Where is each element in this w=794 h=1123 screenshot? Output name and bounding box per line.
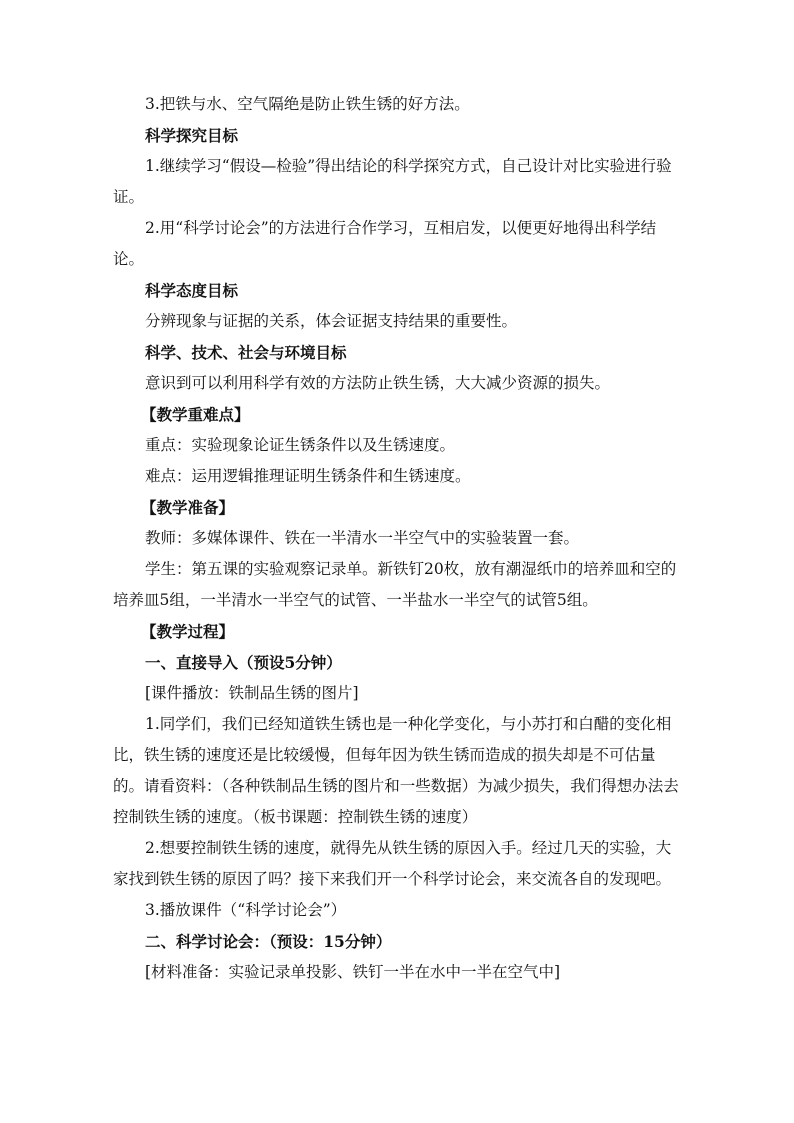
paragraph: 2.想要控制铁生锈的速度，就得先从铁生锈的原因入手。经过几天的实验，大家找到铁生锈的原因了吗？接下来我们开一个科学讨论会，来交流各自的发现吧。 bbox=[113, 839, 672, 888]
section-heading: 二、科学讨论会：（预设：15分钟） bbox=[145, 932, 392, 951]
paragraph: 重点：实验现象论证生锈条件以及生锈速度。 bbox=[145, 436, 456, 454]
paragraph: 3.播放课件（“科学讨论会”） bbox=[145, 901, 347, 919]
paragraph: 教师：多媒体课件、铁在一半清水一半空气中的实验装置一套。 bbox=[145, 529, 580, 547]
section-heading: 一、直接导入（预设5分钟） bbox=[145, 653, 342, 672]
section-heading: 科学、技术、社会与环境目标 bbox=[145, 343, 347, 362]
section-heading: 【教学重难点】 bbox=[141, 405, 250, 424]
section-heading: 【教学准备】 bbox=[141, 498, 235, 517]
section-heading: 科学探究目标 bbox=[145, 126, 239, 145]
paragraph: 意识到可以利用科学有效的方法防止铁生锈，大大减少资源的损失。 bbox=[145, 374, 611, 392]
paragraph: 1.继续学习“假设—检验”得出结论的科学探究方式，自己设计对比实验进行验证。 bbox=[113, 157, 672, 206]
paragraph: 2.用“科学讨论会”的方法进行合作学习，互相启发，以便更好地得出科学结论。 bbox=[113, 219, 657, 268]
section-heading: 科学态度目标 bbox=[145, 281, 239, 300]
paragraph: 1.同学们，我们已经知道铁生锈也是一种化学变化，与小苏打和白醋的变化相比，铁生锈的速度还是比较缓慢，但每年因为铁生锈而造成的损失却是不可估量的。请看资料：（各种铁制品生锈的图片和一些数据）为减少损失，我们得想办法去控制铁生锈的速度。（板书课题：控制铁生锈的速度） bbox=[113, 715, 679, 826]
paragraph: 学生：第五课的实验观察记录单。新铁钉20枚，放有潮湿纸巾的培养皿和空的培养皿5组，一半清水一半空气的试管、一半盐水一半空气的试管5组。 bbox=[113, 560, 677, 609]
paragraph: 分辨现象与证据的关系，体会证据支持结果的重要性。 bbox=[145, 312, 518, 330]
paragraph: 难点：运用逻辑推理证明生锈条件和生锈速度。 bbox=[145, 467, 471, 485]
section-heading: 【教学过程】 bbox=[141, 622, 235, 641]
document-body bbox=[113, 89, 681, 988]
paragraph: 3.把铁与水、空气隔绝是防止铁生锈的好方法。 bbox=[145, 95, 470, 113]
paragraph: [课件播放：铁制品生锈的图片] bbox=[145, 684, 359, 702]
paragraph: [材料准备：实验记录单投影、铁钉一半在水中一半在空气中] bbox=[145, 963, 561, 981]
